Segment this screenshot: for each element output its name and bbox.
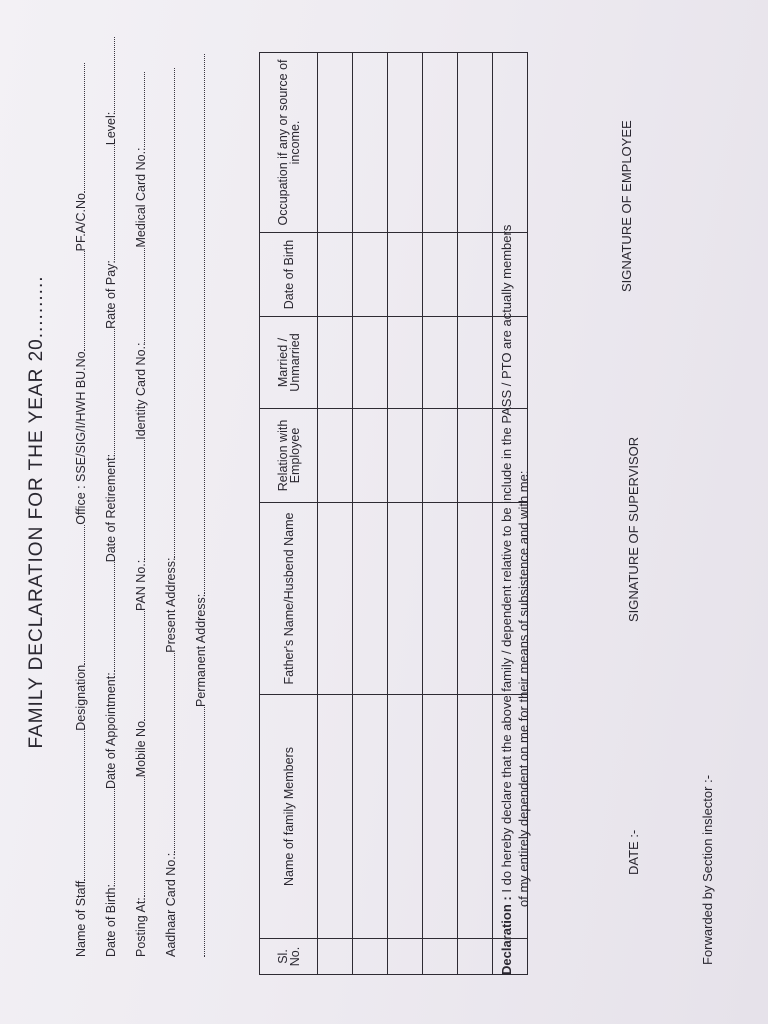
table-cell[interactable] <box>458 503 493 695</box>
table-row <box>353 53 388 975</box>
table-cell[interactable] <box>318 939 353 975</box>
table-cell[interactable] <box>388 53 423 233</box>
table-cell[interactable] <box>353 503 388 695</box>
table-cell[interactable] <box>388 317 423 409</box>
medical-card-no-label: Medical Card No.: <box>134 147 148 248</box>
field-row-4 <box>164 68 178 957</box>
table-cell[interactable] <box>458 409 493 503</box>
table-cell[interactable] <box>353 409 388 503</box>
present-address-label: Present Address: <box>164 557 178 653</box>
header-occupation: Occupation if any or source of income. <box>260 53 318 233</box>
forwarded-by-section-inspector: Forwarded by Section inslector :- <box>700 774 715 965</box>
table-cell[interactable] <box>458 317 493 409</box>
table-cell[interactable] <box>458 695 493 939</box>
table-row <box>423 53 458 975</box>
table-cell[interactable] <box>318 317 353 409</box>
header-sl-no: Sl. No. <box>260 939 318 975</box>
rate-of-pay-label: Rate of Pay: <box>104 260 118 329</box>
permanent-address-label: Permanent Address: <box>194 593 208 707</box>
table-cell[interactable] <box>353 317 388 409</box>
table-cell[interactable] <box>458 939 493 975</box>
date-of-retirement-label: Date of Retirement: <box>104 453 118 563</box>
header-name-of-family-members: Name of family Members <box>260 695 318 939</box>
table-cell[interactable] <box>388 409 423 503</box>
level-label: Level: <box>104 111 118 146</box>
table-cell[interactable] <box>458 53 493 233</box>
header-fathers-husband-name: Father's Name/Husbend Name <box>260 503 318 695</box>
signature-of-employee: SIGNATURE OF EMPLOYEE <box>619 120 634 292</box>
form-sheet <box>24 17 744 1007</box>
field-row-1 <box>74 63 88 957</box>
table-row <box>388 53 423 975</box>
declaration-text-line2: of my entirely dependent on me for their means of subsistence and with me: <box>516 470 531 907</box>
table-cell[interactable] <box>423 53 458 233</box>
table-cell[interactable] <box>353 939 388 975</box>
table-cell[interactable] <box>423 695 458 939</box>
table-cell[interactable] <box>388 503 423 695</box>
table-cell[interactable] <box>423 409 458 503</box>
header-date-of-birth: Date of Birth <box>260 233 318 317</box>
pf-ac-no-label: PF.A/C.No <box>74 193 88 252</box>
date-of-birth-label: Date of Birth: <box>104 884 118 957</box>
declaration-label: Declaration : <box>499 896 514 975</box>
table-cell[interactable] <box>318 409 353 503</box>
table-cell[interactable] <box>353 233 388 317</box>
family-members-table <box>259 52 528 975</box>
header-relation-with-employee: Relation with Employee <box>260 409 318 503</box>
table-cell[interactable] <box>353 53 388 233</box>
table-cell[interactable] <box>318 503 353 695</box>
table-cell[interactable] <box>423 503 458 695</box>
pan-no-label: PAN No.: <box>134 559 148 611</box>
table-cell[interactable] <box>423 939 458 975</box>
declaration-text-line1: I do hereby declare that the above family / dependent relative to be include in the PASS / PTO are actually members <box>499 224 514 893</box>
table-row <box>458 53 493 975</box>
mobile-no-label: Mobile No <box>134 720 148 778</box>
table-cell[interactable] <box>318 233 353 317</box>
field-row-5 <box>194 54 208 957</box>
date-of-appointment-label: Date of Appointment: <box>104 672 118 790</box>
table-cell[interactable] <box>353 695 388 939</box>
field-row-2 <box>104 37 118 957</box>
declaration-block <box>498 35 532 975</box>
date-label: DATE :- <box>626 829 641 875</box>
table-cell[interactable] <box>423 233 458 317</box>
aadhaar-card-no-label: Aadhaar Card No.: <box>164 852 178 957</box>
table-header-row <box>260 53 318 975</box>
table-row <box>318 53 353 975</box>
table-cell[interactable] <box>423 317 458 409</box>
identity-card-no-label: Identity Card No.: <box>134 342 148 440</box>
table-cell[interactable] <box>318 53 353 233</box>
table-cell[interactable] <box>388 695 423 939</box>
name-of-staff-label: Name of Staff <box>74 880 88 957</box>
table-cell[interactable] <box>388 939 423 975</box>
form-title: FAMILY DECLARATION FOR THE YEAR 20.......... <box>26 275 47 749</box>
table-cell[interactable] <box>388 233 423 317</box>
table-cell[interactable] <box>458 233 493 317</box>
designation-label: Designation <box>74 664 88 731</box>
posting-at-label: Posting At: <box>134 897 148 957</box>
signature-of-supervisor: SIGNATURE OF SUPERVISOR <box>626 436 641 622</box>
field-row-3 <box>134 72 148 957</box>
office-label: Office : SSE/SIG/I/HWH BU.No <box>74 351 88 525</box>
header-married-unmarried: Married / Unmarried <box>260 317 318 409</box>
table-cell[interactable] <box>318 695 353 939</box>
